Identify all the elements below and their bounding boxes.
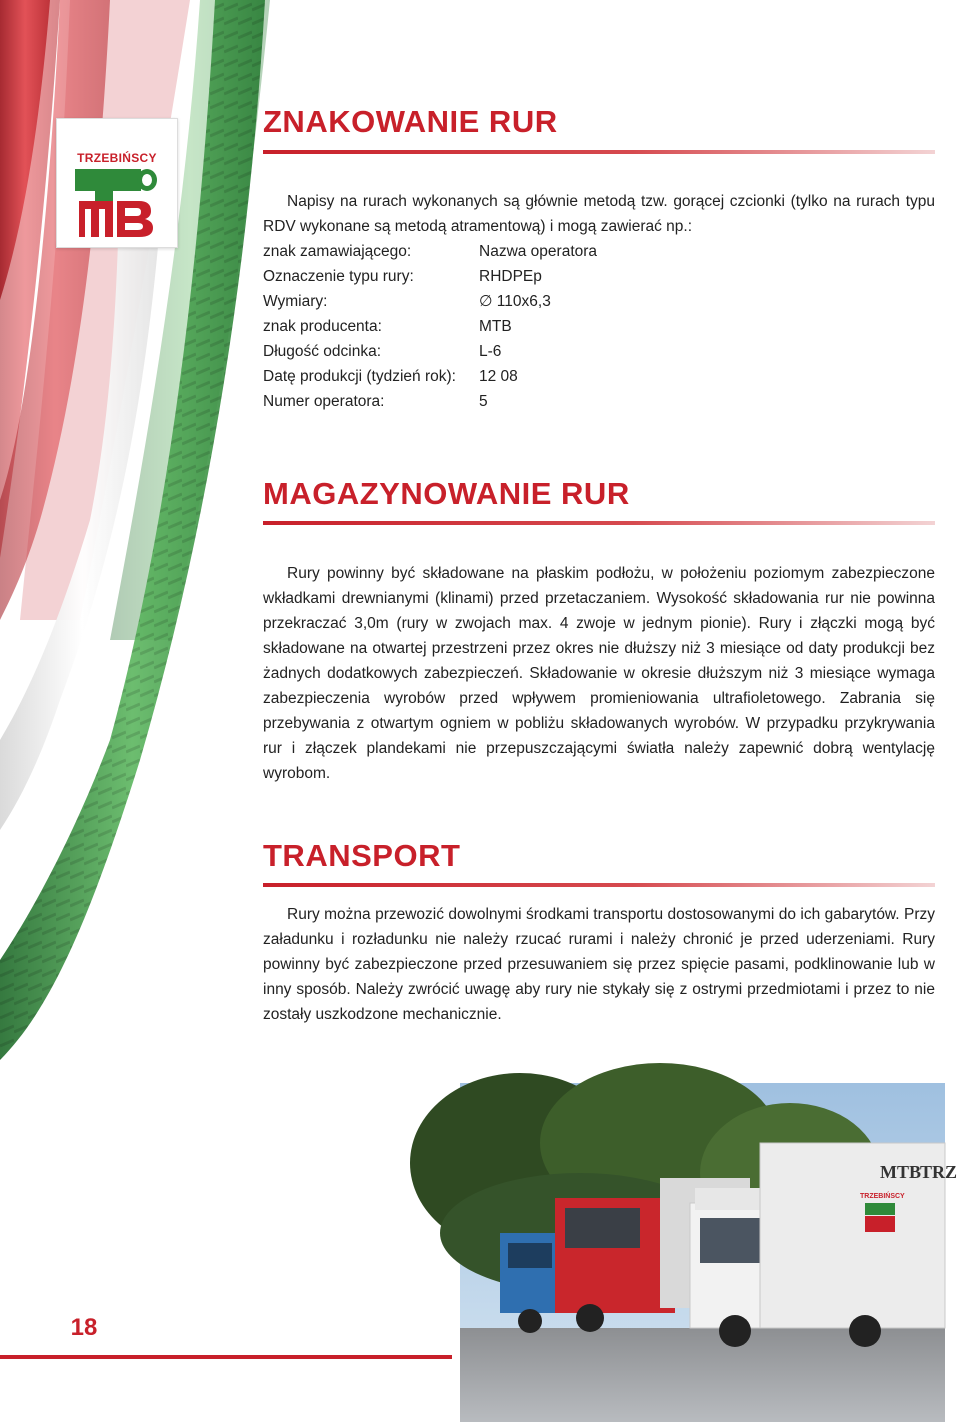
spec-row	[263, 314, 597, 339]
transport-body-text: Rury można przewozić dowolnymi środkami transportu dostosowanymi do ich gabarytów. Przy załadunku i rozładunku nie należy rzucać rurami i należy chronić je przed uderzeniami. Rury powinny być zabezpieczone przed przesuwaniem się przez spięcie pasami, podklinowanie lub w inny sposób. Należy zwrócić uwagę aby rury nie stykały się z ostrymi przedmiotami i przez to nie zostały uszkodzone mechanicznie.	[263, 906, 935, 1023]
section-title-transport: TRANSPORT	[263, 838, 461, 873]
marking-intro-text: Napisy na rurach wykonanych są głównie metodą tzw. gorącej czcionki (tylko na rurach typu RDV wykonane są metodą atramentową) i mogą zawierać np.:	[263, 193, 935, 235]
page-number: 18	[70, 1314, 98, 1341]
mtb-logo-icon	[75, 167, 159, 237]
truck-text-mtb: MTB	[880, 1162, 922, 1182]
logo-brand-text: TRZEBIŃSCY	[77, 151, 157, 165]
marking-spec-list	[263, 239, 597, 414]
spec-label: Oznaczenie typu rury:	[263, 268, 414, 285]
footer-rule	[0, 1355, 452, 1359]
spec-label: Datę produkcji (tydzień rok):	[263, 368, 456, 385]
truck-text-trz: TRZ	[920, 1162, 958, 1182]
spec-value: L-6	[479, 343, 502, 360]
spec-row	[263, 264, 597, 289]
section-title-marking: ZNAKOWANIE RUR	[263, 104, 558, 139]
trucks-photo	[460, 1083, 958, 1422]
truck-logo-green	[865, 1203, 895, 1215]
truck-logo-red	[865, 1216, 895, 1232]
spec-value: MTB	[479, 318, 512, 335]
spec-label: znak producenta:	[263, 318, 382, 335]
spec-value: 5	[479, 393, 488, 410]
storage-body-text: Rury powinny być składowane na płaskim podłożu, w położeniu poziomym zabezpieczone wkładkami drewnianymi (klinami) przed przetaczaniem. Wysokość składowania rur nie powinna przekraczać 3,0m (rury w zwojach max. 4 zwoje w jednym pionie). Rury i złączki mogą być składowane na otwartej przestrzeni przez okres nie dłuższy niż 3 miesiące od daty produkcji bez żadnych dodatkowych zabezpieczeń. Składowanie w okresie dłuższym niż 3 miesiące wymaga zabezpieczenia wyrobów przed wpływem promieniowania ultrafioletowego. Zabrania się przebywania z otwartym ogniem w pobliżu składowanych wyrobów. W przypadku przykrywania rur i złączek plandekami nie przepuszczającymi światła należy zapewnić dobrą wentylację wyrobom.	[263, 565, 935, 782]
title-underline	[263, 150, 935, 154]
spec-value: Nazwa operatora	[479, 243, 598, 260]
spec-row	[263, 389, 597, 414]
spec-row	[263, 289, 597, 314]
title-underline	[263, 521, 935, 525]
spec-value: 12 08	[479, 368, 518, 385]
section-title-storage: MAGAZYNOWANIE RUR	[263, 476, 630, 511]
spec-value: ∅ 110x6,3	[479, 293, 551, 310]
spec-row	[263, 339, 597, 364]
trucks-photo-illustration	[460, 1083, 958, 1422]
spec-label: Wymiary:	[263, 293, 328, 310]
spec-label: Długość odcinka:	[263, 343, 382, 360]
truck-logo-text: TRZEBIŃSCY	[860, 1193, 905, 1200]
spec-value: RHDPEp	[479, 268, 542, 285]
spec-row	[263, 239, 597, 264]
title-underline	[263, 883, 935, 887]
spec-label: Numer operatora:	[263, 393, 385, 410]
company-logo	[56, 118, 178, 248]
spec-row	[263, 364, 597, 389]
spec-label: znak zamawiającego:	[263, 243, 412, 260]
